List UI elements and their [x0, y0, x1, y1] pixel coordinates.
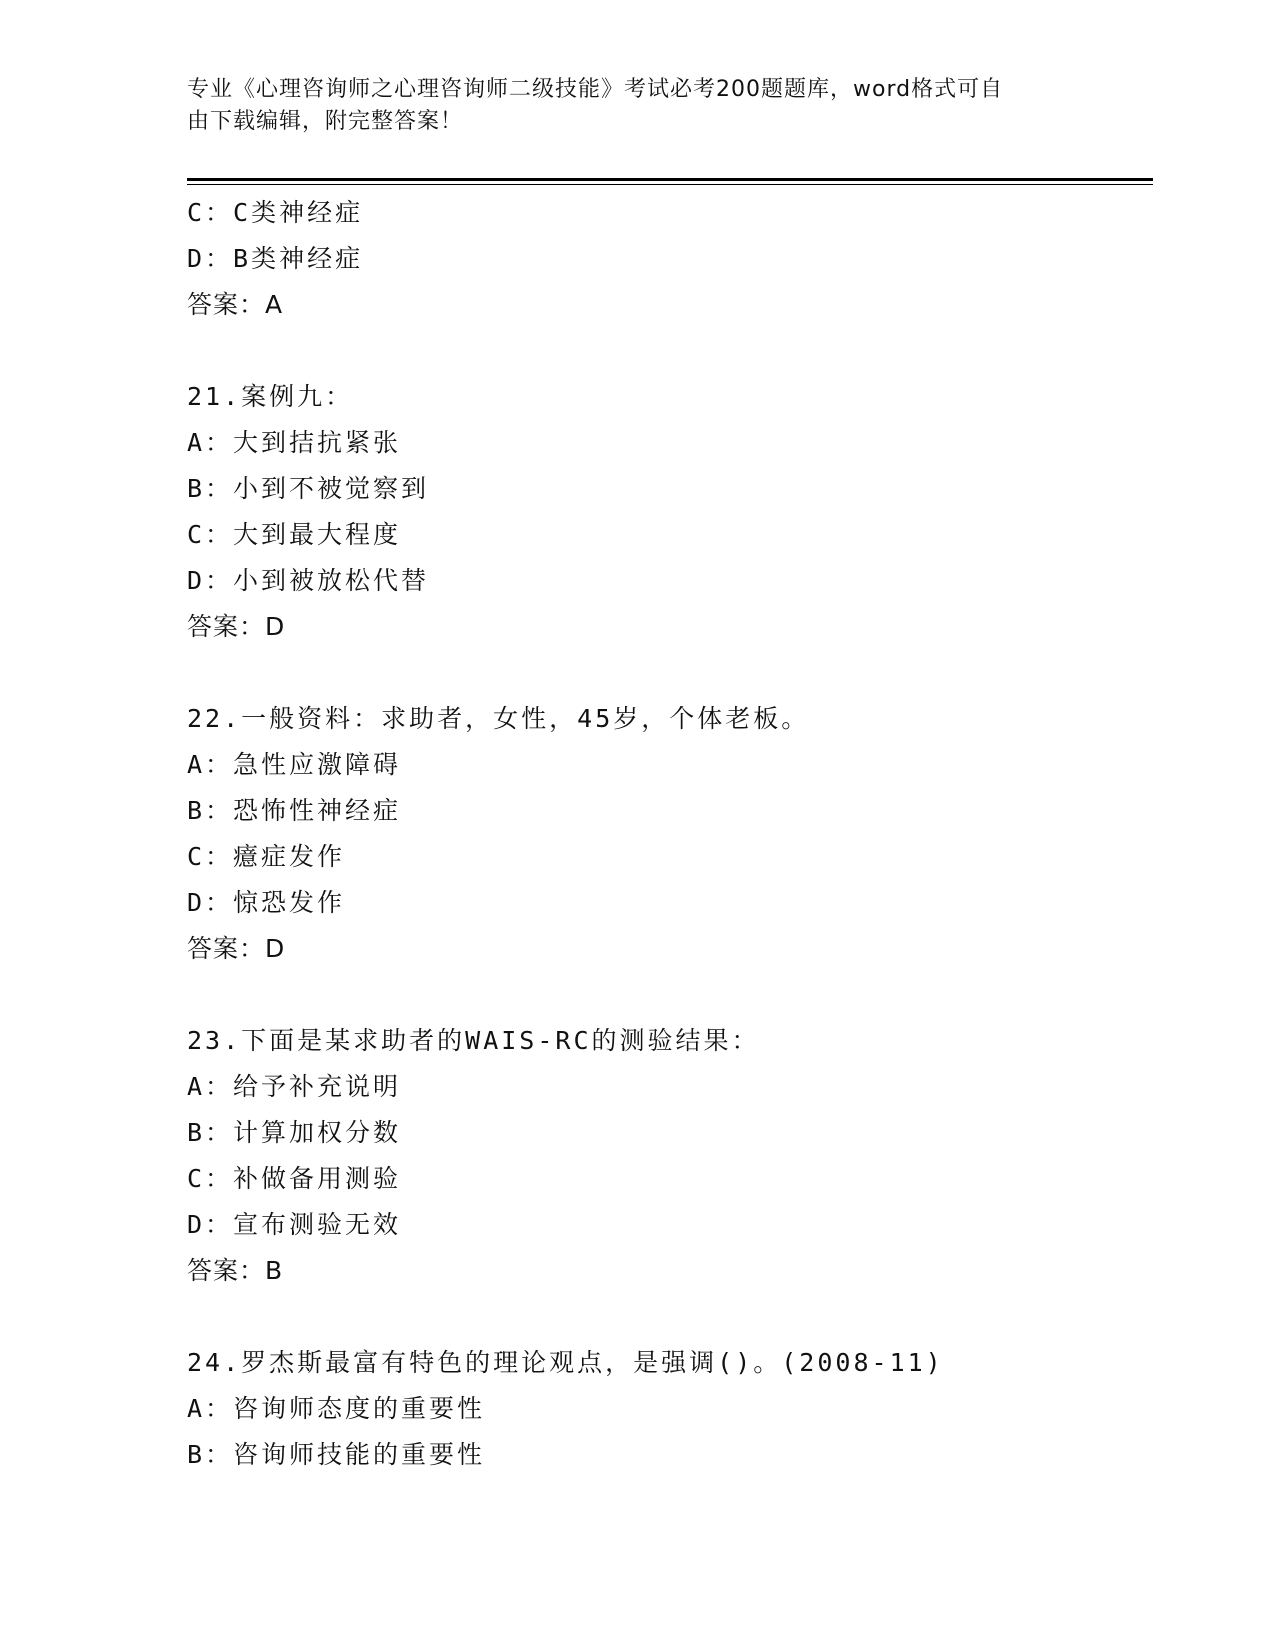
document-header [187, 74, 1067, 138]
option-d: D：小到被放松代替 [187, 566, 430, 595]
option-c: C：补做备用测验 [187, 1164, 402, 1193]
question-block-23 [187, 1018, 1153, 1294]
header-rule-thick [187, 178, 1153, 181]
answer-line: 答案：B [187, 1256, 284, 1285]
answer-line: 答案：A [187, 290, 284, 319]
answer-line: 答案：D [187, 934, 286, 963]
header-line-1: 专业《心理咨询师之心理咨询师二级技能》考试必考200题题库，word格式可自 [187, 77, 1004, 102]
question-stem: 21.案例九： [187, 382, 354, 411]
option-d: D：惊恐发作 [187, 888, 346, 917]
spacer [187, 972, 1153, 1018]
option-c: C：癔症发作 [187, 842, 346, 871]
question-stem: 23.下面是某求助者的WAIS-RC的测验结果： [187, 1026, 760, 1055]
option-a: A：急性应激障碍 [187, 750, 402, 779]
option-a: A：咨询师态度的重要性 [187, 1394, 486, 1423]
option-a: A：给予补充说明 [187, 1072, 402, 1101]
spacer [187, 328, 1153, 374]
question-block-prev [187, 190, 1153, 328]
spacer [187, 1294, 1153, 1340]
question-block-22 [187, 696, 1153, 972]
option-c: C：C类神经症 [187, 198, 364, 227]
option-b: B：计算加权分数 [187, 1118, 402, 1147]
option-b: B：咨询师技能的重要性 [187, 1440, 486, 1469]
header-rule-thin [187, 184, 1153, 185]
option-c: C：大到最大程度 [187, 520, 402, 549]
question-block-24 [187, 1340, 1153, 1478]
question-list [187, 190, 1153, 1478]
option-d: D：B类神经症 [187, 244, 364, 273]
answer-line: 答案：D [187, 612, 286, 641]
option-a: A：大到拮抗紧张 [187, 428, 402, 457]
spacer [187, 650, 1153, 696]
header-line-2: 由下载编辑，附完整答案！ [187, 109, 464, 134]
question-stem: 22.一般资料：求助者，女性，45岁，个体老板。 [187, 704, 810, 733]
option-b: B：恐怖性神经症 [187, 796, 402, 825]
question-stem: 24.罗杰斯最富有特色的理论观点，是强调()。(2008-11) [187, 1348, 944, 1377]
option-b: B：小到不被觉察到 [187, 474, 430, 503]
question-block-21 [187, 374, 1153, 650]
option-d: D：宣布测验无效 [187, 1210, 402, 1239]
